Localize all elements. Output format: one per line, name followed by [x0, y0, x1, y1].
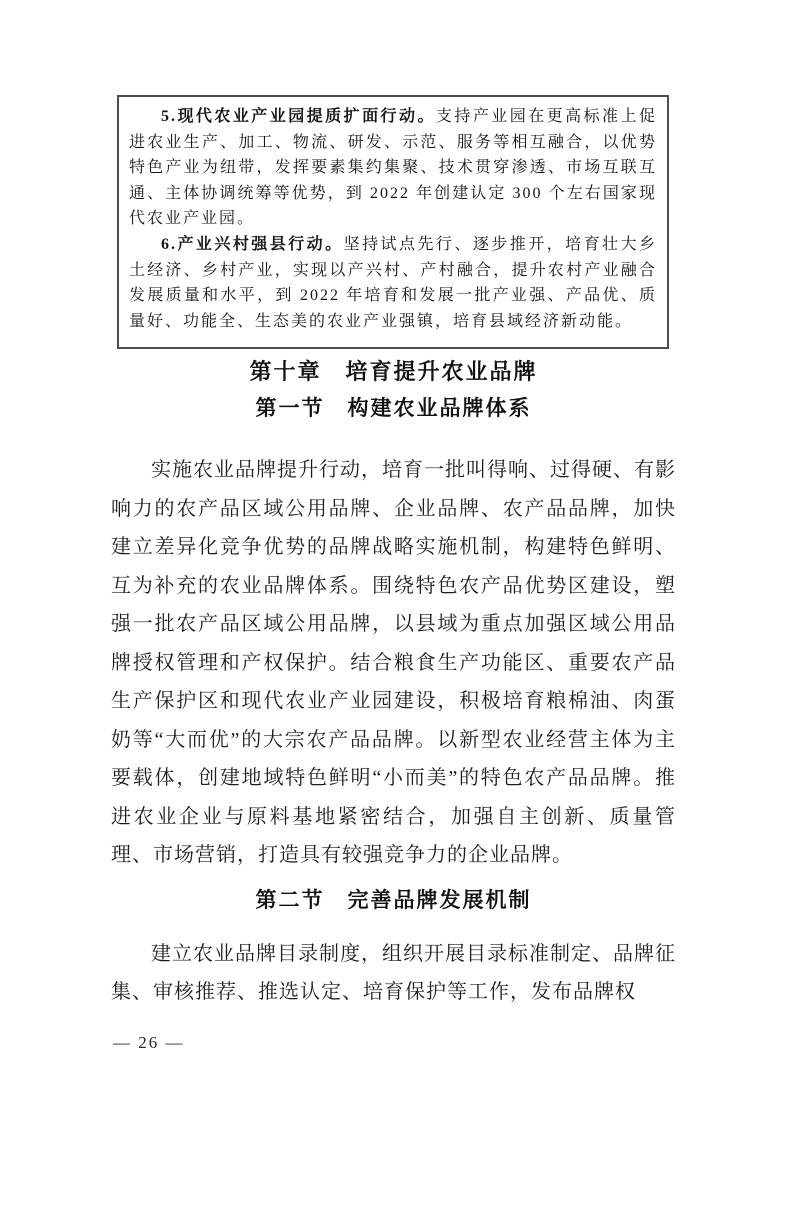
action-item-6 — [129, 232, 657, 334]
section-2-heading: 第二节 完善品牌发展机制 — [255, 887, 532, 912]
action-item-6-text: 坚持试点先行、逐步推开，培育壮大乡土经济、乡村产业，实现以产兴村、产村融合，提升农村产业融合发展质量和水平，到 2022 年培育和发展一批产业强、产品优、质量好、功能全、生态美的农业产业强镇，培育县域经济新动能。 — [129, 235, 657, 330]
action-item-5-title: 5.现代农业产业园提质扩面行动。 — [161, 108, 436, 125]
action-item-5-text: 支持产业园在更高标准上促进农业生产、加工、物流、研发、示范、服务等相互融合，以优势特色产业为纽带，发挥要素集约集聚、技术贯穿渗透、市场互联互通、主体协调统筹等优势，到 2022 年创建认定 300 个左右国家现代农业产业园。 — [129, 108, 657, 228]
document-page — [0, 95, 788, 1212]
action-item-6-title: 6.产业兴村强县行动。 — [161, 235, 344, 253]
section-1-heading: 第一节 构建农业品牌体系 — [255, 396, 532, 421]
section-1-paragraph: 实施农业品牌提升行动，培育一批叫得响、过得硬、有影响力的农产品区域公用品牌、企业品牌、农产品品牌，加快建立差异化竞争优势的品牌战略实施机制，构建特色鲜明、互为补充的农业品牌体系。围绕特色农产品优势区建设，塑强一批农产品区域公用品牌，以县域为重点加强区域公用品牌授权管理和产权保护。结合粮食生产功能区、重要农产品生产保护区和现代农业产业园建设，积极培育粮棉油、肉蛋奶等“大而优”的大宗农产品品牌。以新型农业经营主体为主要载体，创建地域特色鲜明“小而美”的特色农产品品牌。推进农业企业与原料基地紧密结合，加强自主创新、质量管理、市场营销，打造具有较强竞争力的企业品牌。 — [111, 459, 676, 867]
page-number: — 26 — — [113, 1032, 185, 1052]
action-item-5 — [129, 104, 657, 232]
section-2-paragraph: 建立农业品牌目录制度，组织开展目录标准制定、品牌征集、审核推荐、推选认定、培育保护等工作，发布品牌权 — [111, 942, 676, 1004]
action-items-box — [117, 95, 669, 349]
chapter-heading: 第十章 培育提升农业品牌 — [249, 359, 538, 385]
